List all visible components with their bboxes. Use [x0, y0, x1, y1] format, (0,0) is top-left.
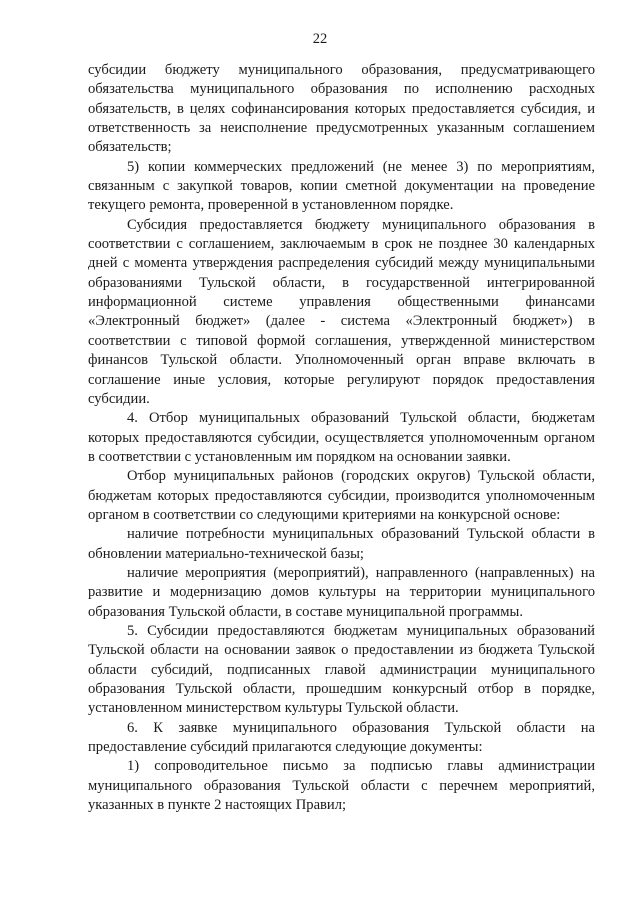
page-number: 22: [312, 31, 328, 47]
paragraph-section-5: 5. Субсидии предоставляются бюджетам муниципальных образований Тульской области на основании заявок о предоставлении из бюджета Тульской области субсидий, подписанных главой администрации муниципального образования Тульской области, прошедшим конкурсный отбор в порядке, установленном министерством культуры Тульской области.: [88, 622, 595, 717]
paragraph-criterion-1: наличие потребности муниципальных образований Тульской области в обновлении материально-технической базы;: [88, 526, 595, 562]
paragraph-section-4: 4. Отбор муниципальных образований Тульской области, бюджетам которых предоставляются субсидии, осуществляется уполномоченным органом в соответствии с установленным им порядком на основании заявки.: [88, 410, 595, 465]
paragraph-section-6: 6. К заявке муниципального образования Тульской области на предоставление субсидий прилагаются следующие документы:: [88, 719, 595, 756]
paragraph-continuation: субсидии бюджету муниципального образования, предусматривающего обязательства муниципального образования по исполнению расходных обязательств, в целях софинансирования которых предоставляется субсидия, и ответственность за неисполнение предусмотренных указанным соглашением обязательств;: [88, 62, 595, 156]
paragraph-criterion-2: наличие мероприятия (мероприятий), направленного (направленных) на развитие и модернизацию домов культуры на территории муниципального образования Тульской области, в составе муниципальной программы.: [88, 564, 595, 620]
document-body: [88, 61, 595, 815]
paragraph-subsidy-agreement: Субсидия предоставляется бюджету муниципального образования в соответствии с соглашением, заключаемым в срок не позднее 30 календарных дней с момента утверждения распределения субсидий между муниципальными образованиями Тульской области, в государственной интегрированной информационной системе управления общественными финансами «Электронный бюджет» (далее - система «Электронный бюджет») в соответствии с типовой формой соглашения, утвержденной министерством финансов Тульской области. Уполномоченный орган вправе включать в соглашение иные условия, которые регулируют порядок предоставления субсидии.: [88, 216, 595, 407]
paragraph-selection-criteria: Отбор муниципальных районов (городских округов) Тульской области, бюджетам которых предоставляются субсидии, производится уполномоченным органом в соответствии со следующими критериями на конкурсной основе:: [88, 468, 595, 523]
paragraph-item-5: 5) копии коммерческих предложений (не менее 3) по мероприятиям, связанным с закупкой товаров, копии сметной документации на проведение текущего ремонта, проверенной в установленном порядке.: [88, 158, 595, 214]
paragraph-item-1: 1) сопроводительное письмо за подписью главы администрации муниципального образования Тульской области с перечнем мероприятий, указанных в пункте 2 настоящих Правил;: [88, 758, 595, 814]
